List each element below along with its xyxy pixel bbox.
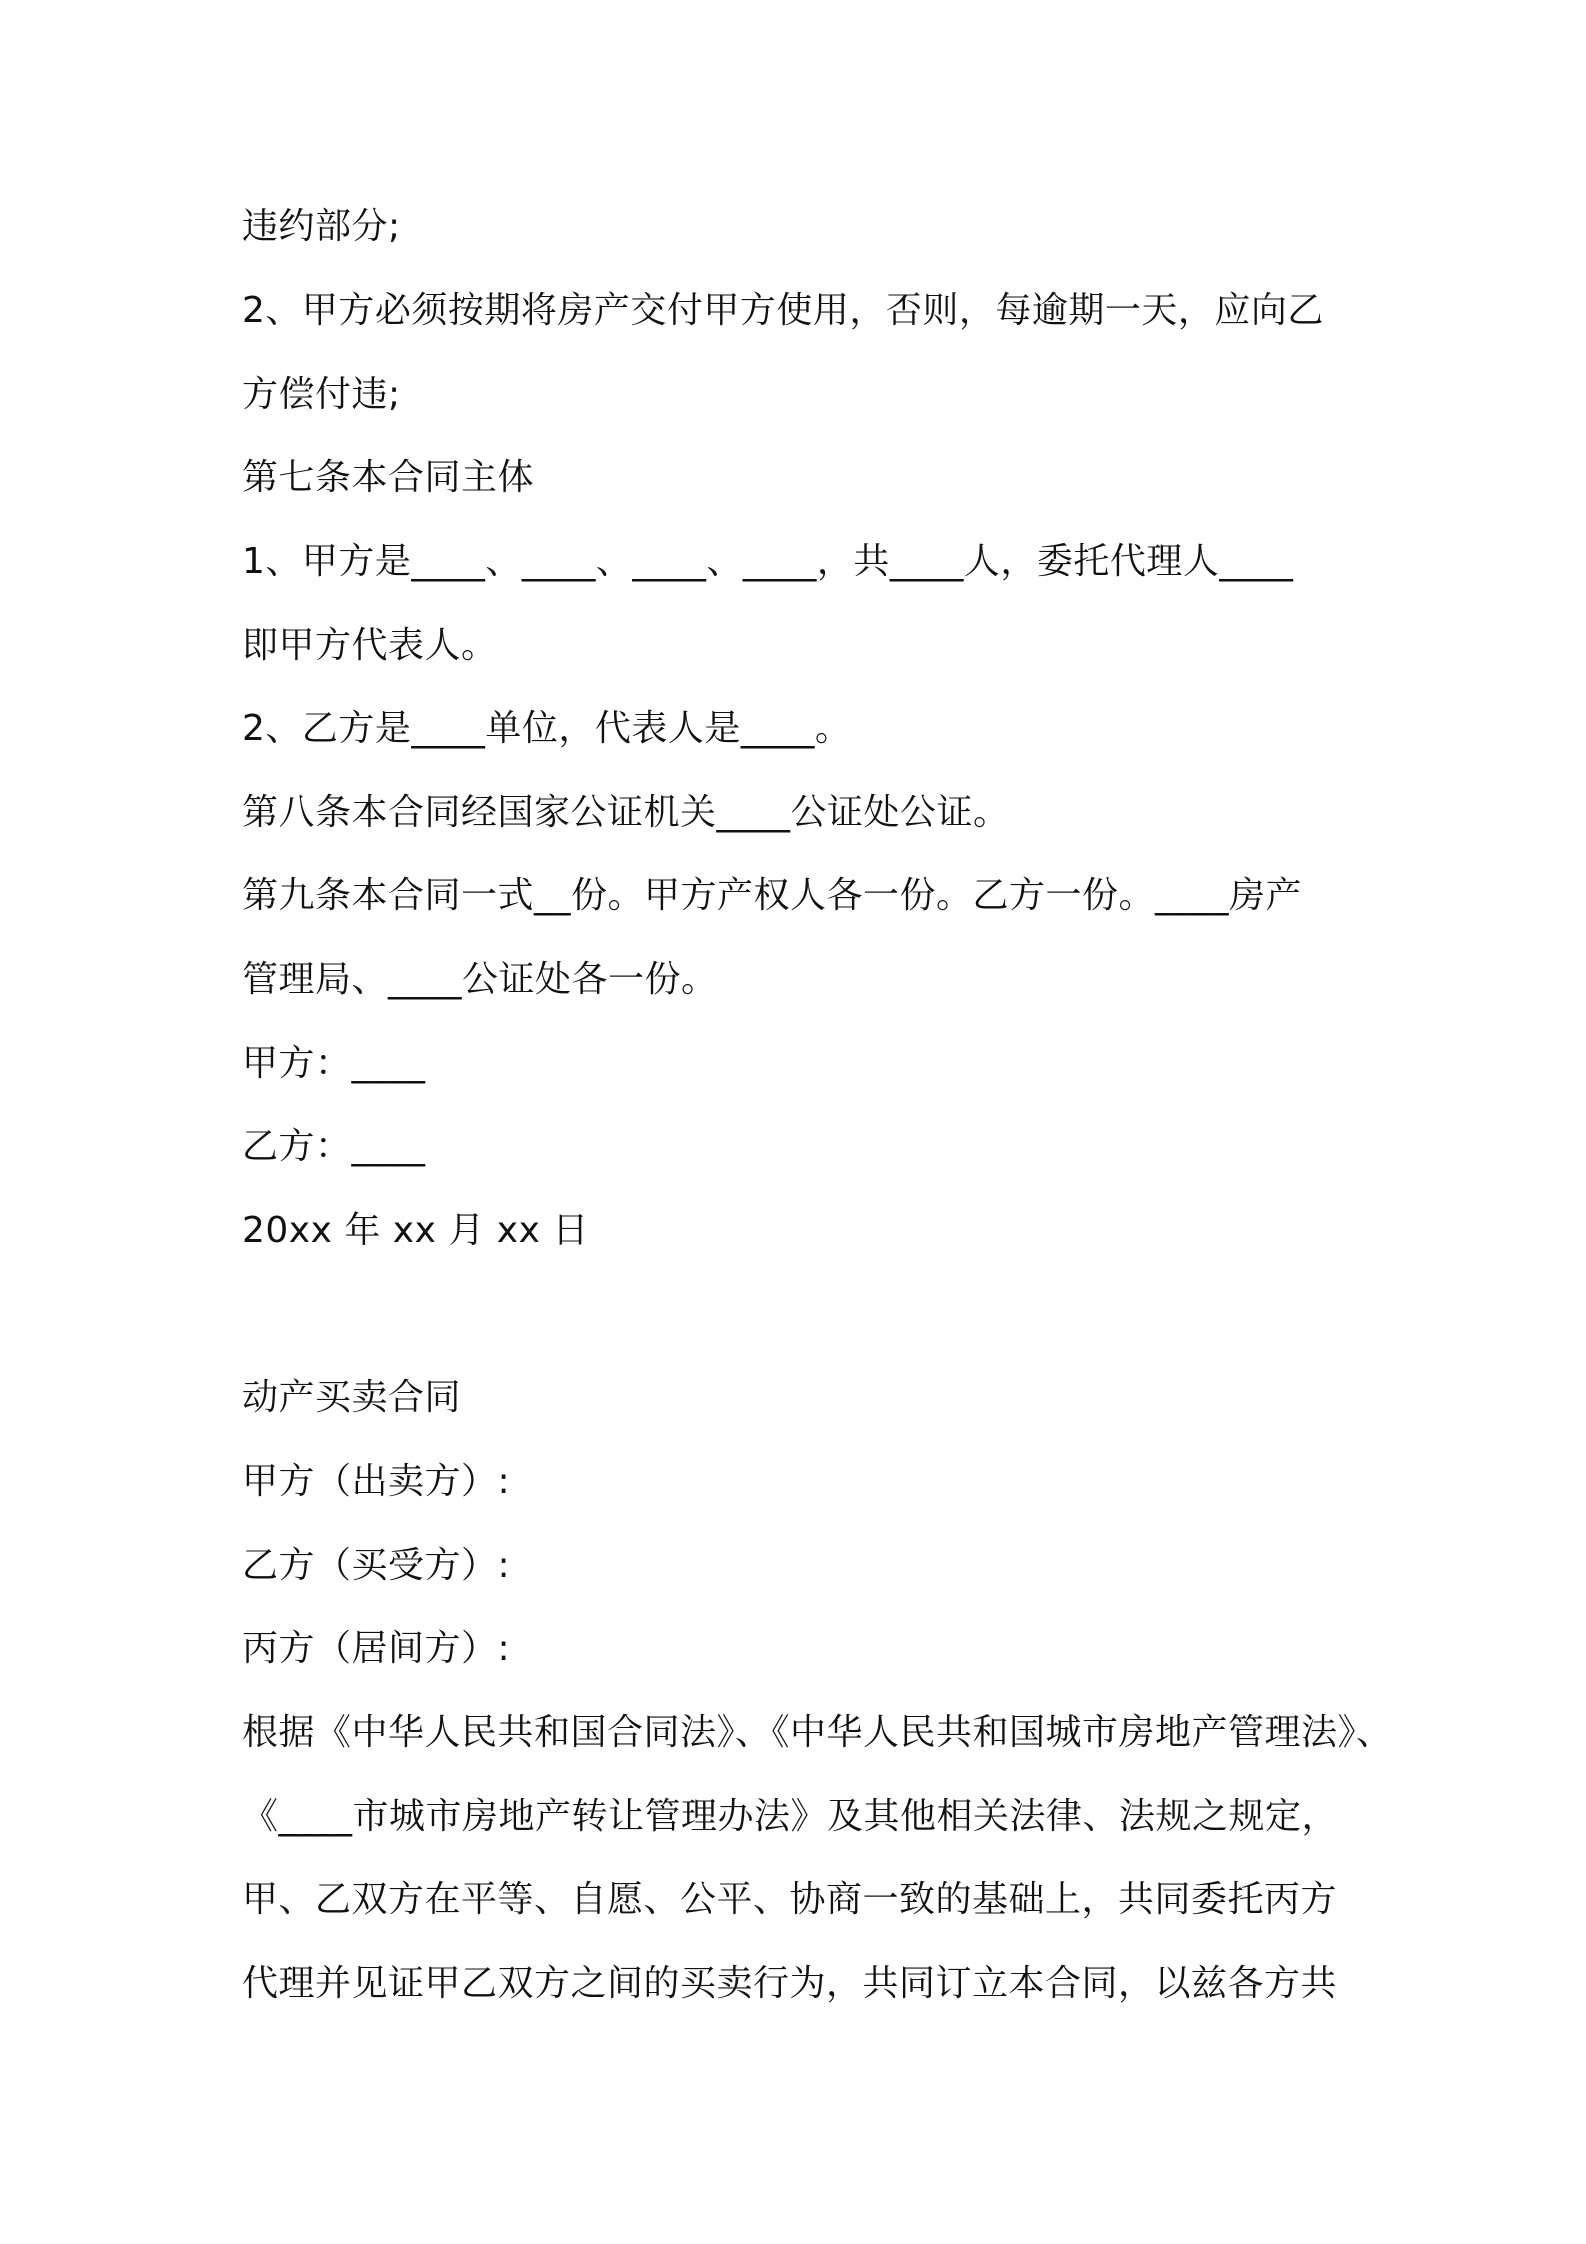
article-7-heading: 第七条本合同主体 (242, 457, 535, 498)
text-line-20: 甲、乙双方在平等、自愿、公平、协商一致的基础上，共同委托丙方 (242, 1879, 1338, 1920)
text-line-2: 2、甲方必须按期将房产交付甲方使用，否则，每逾期一天，应向乙 (242, 290, 1324, 331)
text-line-18: 根据《中华人民共和国合同法》、《中华人民共和国城市房地产管理法》、 (242, 1712, 1393, 1753)
date-line: 20xx 年 xx 月 xx 日 (242, 1210, 589, 1251)
text-line-3: 方偿付违; (242, 374, 401, 415)
text-line-21: 代理并见证甲乙双方之间的买卖行为，共同订立本合同，以兹各方共 (242, 1963, 1338, 2004)
text-line-6: 即甲方代表人。 (242, 625, 498, 666)
contract-title: 动产买卖合同 (242, 1377, 462, 1418)
party-b-buyer-line: 乙方（买受方）: (242, 1545, 511, 1586)
party-c-intermediary-line: 丙方（居间方）: (242, 1628, 511, 1669)
text-line-7: 2、乙方是____单位，代表人是____。 (242, 708, 852, 749)
text-line-1: 违约部分; (242, 206, 401, 247)
party-a-seller-line: 甲方（出卖方）: (242, 1461, 511, 1502)
text-line-10: 管理局、____公证处各一份。 (242, 959, 718, 1000)
article-9-line: 第九条本合同一式__份。甲方产权人各一份。乙方一份。____房产 (242, 875, 1303, 916)
text-line-19: 《____市城市房地产转让管理办法》及其他相关法律、法规之规定， (242, 1796, 1339, 1837)
article-8-line: 第八条本合同经国家公证机关____公证处公证。 (242, 792, 1010, 833)
party-b-signature-line: 乙方：____ (242, 1126, 426, 1167)
text-line-5: 1、甲方是____、____、____、____，共____人，委托代理人____ (242, 541, 1294, 582)
party-a-signature-line: 甲方：____ (242, 1043, 426, 1084)
